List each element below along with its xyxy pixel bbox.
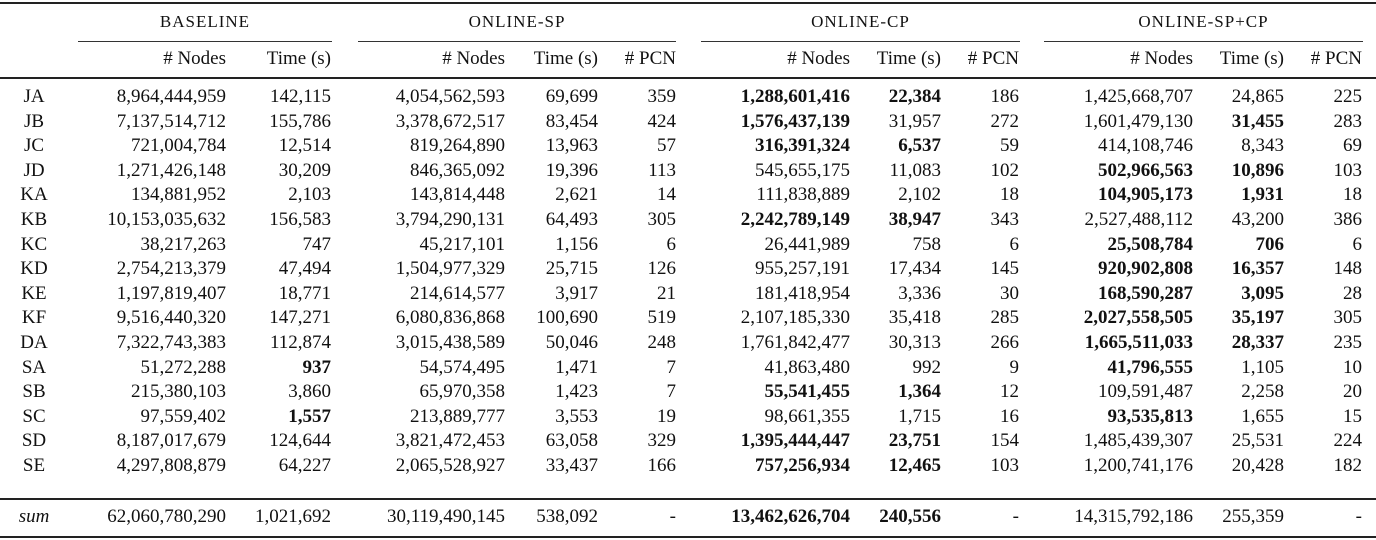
table-cell: 1,200,741,176 <box>1083 455 1193 476</box>
table-cell: 35,418 <box>888 307 941 329</box>
table-cell: 30,209 <box>278 159 331 181</box>
table-cell: 545,655,175 <box>755 159 850 181</box>
column-header: Time (s) <box>1219 48 1284 69</box>
table-cell: 24,865 <box>1231 86 1284 107</box>
table-cell: 35,197 <box>1231 307 1284 329</box>
sum-label: sum <box>18 506 50 527</box>
table-cell: 2,527,488,112 <box>1084 209 1193 230</box>
table-cell: 83,454 <box>545 110 598 132</box>
table-cell: 19 <box>657 405 676 427</box>
table-cell: 502,966,563 <box>1098 159 1193 181</box>
table-cell: 20,428 <box>1231 455 1284 476</box>
table-cell: 255,359 <box>1222 506 1284 527</box>
table-cell: 283 <box>1333 110 1362 132</box>
table-cell: 538,092 <box>536 506 598 527</box>
column-header: # Nodes <box>1130 48 1193 69</box>
row-label: JA <box>23 86 45 107</box>
table-cell: 1,105 <box>1241 356 1284 378</box>
row-label: SA <box>21 356 47 378</box>
table-cell: 143,814,448 <box>410 184 505 206</box>
table-cell: 25,508,784 <box>1107 233 1193 255</box>
table-cell: 225 <box>1333 86 1362 107</box>
table-cell: 28,337 <box>1231 332 1284 353</box>
table-cell: 23,751 <box>888 430 941 452</box>
table-cell: 38,217,263 <box>140 233 226 255</box>
table-cell: 224 <box>1333 430 1362 452</box>
table-cell: 17,434 <box>888 258 941 280</box>
table-cell: 104,905,173 <box>1098 184 1193 206</box>
table-cell: 102 <box>990 159 1019 181</box>
row-label: JD <box>23 159 45 181</box>
table-cell: 109,591,487 <box>1098 381 1193 403</box>
table-cell: 148 <box>1333 258 1362 280</box>
table-cell: 12 <box>1000 381 1019 403</box>
table-cell: 1,471 <box>555 356 598 378</box>
table-cell: 6,080,836,868 <box>395 307 505 329</box>
table-cell: 2,242,789,149 <box>740 209 850 230</box>
table-cell: 126 <box>647 258 676 280</box>
table-cell: 1,271,426,148 <box>116 159 226 181</box>
table-cell: 18,771 <box>278 282 331 304</box>
row-label: SE <box>22 455 46 476</box>
table-cell: 8,187,017,679 <box>116 430 226 452</box>
table-cell: 30,313 <box>888 332 941 353</box>
table-cell: 38,947 <box>888 209 941 230</box>
table-cell: 1,655 <box>1241 405 1284 427</box>
table-cell: 19,396 <box>545 159 598 181</box>
table-cell: 26,441,989 <box>764 233 850 255</box>
table-cell: 64,493 <box>545 209 598 230</box>
table-cell: 9,516,440,320 <box>116 307 226 329</box>
table-cell: 47,494 <box>278 258 331 280</box>
column-header: # Nodes <box>442 48 505 69</box>
header-rule <box>0 77 1376 79</box>
table-cell: 747 <box>302 233 331 255</box>
row-label: DA <box>20 332 48 353</box>
column-header: Time (s) <box>266 48 331 69</box>
table-cell: 14 <box>657 184 676 206</box>
row-label: KB <box>20 209 48 230</box>
table-cell: 98,661,355 <box>764 405 850 427</box>
row-label: SD <box>21 430 47 452</box>
table-cell: 305 <box>647 209 676 230</box>
table-cell: 1,288,601,416 <box>740 86 850 107</box>
row-label: KD <box>20 258 48 280</box>
table-cell: 168,590,287 <box>1098 282 1193 304</box>
table-cell: 4,297,808,879 <box>116 455 226 476</box>
column-header: # PCN <box>624 48 676 69</box>
table-cell: 920,902,808 <box>1098 258 1193 280</box>
table-cell: 7 <box>666 381 676 403</box>
table-cell: 329 <box>647 430 676 452</box>
table-cell: 7,322,743,383 <box>116 332 226 353</box>
table-cell: 1,557 <box>288 405 331 427</box>
table-cell: 103 <box>1333 159 1362 181</box>
table-cell: 1,715 <box>898 405 941 427</box>
row-label: KA <box>20 184 48 206</box>
table-cell: 12,465 <box>888 455 941 476</box>
table-cell: 6 <box>1009 233 1019 255</box>
table-cell: 65,970,358 <box>419 381 505 403</box>
table-cell: 992 <box>912 356 941 378</box>
table-cell: 41,863,480 <box>764 356 850 378</box>
table-cell: 57 <box>657 135 676 157</box>
table-cell: 6 <box>1352 233 1362 255</box>
column-header: # PCN <box>1310 48 1362 69</box>
table-cell: 69,699 <box>545 86 598 107</box>
group-title-online-spcp: ONLINE-SP+CP <box>1138 12 1269 31</box>
table-cell: 111,838,889 <box>756 184 850 206</box>
table-cell: 240,556 <box>879 506 941 527</box>
column-header: Time (s) <box>533 48 598 69</box>
table-cell: 103 <box>990 455 1019 476</box>
table-cell: 3,015,438,589 <box>395 332 505 353</box>
column-header: Time (s) <box>876 48 941 69</box>
table-cell: 285 <box>990 307 1019 329</box>
table-cell: - <box>669 506 676 527</box>
table-cell: - <box>1355 506 1362 527</box>
top-rule <box>0 2 1376 4</box>
table-cell: 266 <box>990 332 1019 353</box>
table-cell: 214,614,577 <box>410 282 505 304</box>
table-cell: 21 <box>657 282 676 304</box>
table-cell: 63,058 <box>545 430 598 452</box>
table-cell: 1,931 <box>1241 184 1284 206</box>
row-label: KC <box>20 233 48 255</box>
table-cell: 166 <box>647 455 676 476</box>
table-cell: 1,395,444,447 <box>740 430 850 452</box>
table-cell: 1,576,437,139 <box>740 110 850 132</box>
table-cell: 1,021,692 <box>255 506 331 527</box>
table-cell: 386 <box>1333 209 1362 230</box>
table-cell: 154 <box>990 430 1019 452</box>
table-cell: 2,621 <box>555 184 598 206</box>
table-cell: - <box>1012 506 1019 527</box>
table-cell: 41,796,555 <box>1107 356 1193 378</box>
table-cell: 9 <box>1009 356 1019 378</box>
table-cell: 145 <box>990 258 1019 280</box>
row-label: SC <box>22 405 46 427</box>
table-cell: 2,102 <box>898 184 941 206</box>
table-cell: 343 <box>990 209 1019 230</box>
table-cell: 6,537 <box>898 135 941 157</box>
table-cell: 2,103 <box>288 184 331 206</box>
table-cell: 28 <box>1343 282 1362 304</box>
table-cell: 846,365,092 <box>410 159 505 181</box>
table-cell: 3,917 <box>555 282 598 304</box>
table-cell: 2,065,528,927 <box>395 455 505 476</box>
table-cell: 414,108,746 <box>1098 135 1193 157</box>
column-header: # Nodes <box>787 48 850 69</box>
table-cell: 1,364 <box>898 381 941 403</box>
table-cell: 3,378,672,517 <box>395 110 505 132</box>
table-cell: 182 <box>1333 455 1362 476</box>
bottom-rule <box>0 536 1376 538</box>
table-cell: 20 <box>1343 381 1362 403</box>
table-cell: 31,957 <box>888 110 941 132</box>
table-cell: 757,256,934 <box>755 455 850 476</box>
table-cell: 13,462,626,704 <box>731 506 850 527</box>
table-cell: 1,601,479,130 <box>1083 110 1193 132</box>
table-cell: 97,559,402 <box>140 405 226 427</box>
table-cell: 7,137,514,712 <box>116 110 226 132</box>
table-cell: 1,665,511,033 <box>1084 332 1193 353</box>
table-cell: 113 <box>648 159 676 181</box>
table-cell: 93,535,813 <box>1107 405 1193 427</box>
table-cell: 316,391,324 <box>755 135 850 157</box>
sum-rule <box>0 498 1376 500</box>
table-cell: 3,860 <box>288 381 331 403</box>
table-cell: 8,343 <box>1241 135 1284 157</box>
table-cell: 55,541,455 <box>764 381 850 403</box>
table-cell: 248 <box>647 332 676 353</box>
group-title-baseline: BASELINE <box>159 12 251 31</box>
table-cell: 2,258 <box>1241 381 1284 403</box>
table-cell: 13,963 <box>545 135 598 157</box>
table-cell: 213,889,777 <box>410 405 505 427</box>
table-cell: 30 <box>1000 282 1019 304</box>
table-cell: 272 <box>990 110 1019 132</box>
table-cell: 1,156 <box>555 233 598 255</box>
table-cell: 3,553 <box>555 405 598 427</box>
cmidrule-online-sp <box>358 41 676 42</box>
table-cell: 134,881,952 <box>131 184 226 206</box>
table-cell: 3,794,290,131 <box>395 209 505 230</box>
table-cell: 2,027,558,505 <box>1083 307 1193 329</box>
table-cell: 62,060,780,290 <box>107 506 226 527</box>
table-cell: 2,754,213,379 <box>116 258 226 280</box>
table-cell: 1,761,842,477 <box>740 332 850 353</box>
table-cell: 155,786 <box>269 110 331 132</box>
table-cell: 147,271 <box>269 307 331 329</box>
cmidrule-baseline <box>78 41 332 42</box>
table-cell: 12,514 <box>278 135 331 157</box>
table-cell: 359 <box>647 86 676 107</box>
table-cell: 59 <box>1000 135 1019 157</box>
table-cell: 43,200 <box>1231 209 1284 230</box>
column-header: # PCN <box>967 48 1019 69</box>
table-cell: 3,821,472,453 <box>395 430 505 452</box>
table-cell: 45,217,101 <box>419 233 505 255</box>
table-cell: 3,336 <box>898 282 941 304</box>
group-title-online-cp: ONLINE-CP <box>811 12 910 31</box>
table-cell: 22,384 <box>888 86 941 107</box>
table-cell: 1,197,819,407 <box>116 282 226 304</box>
table-cell: 11,083 <box>889 159 941 181</box>
table-cell: 10,153,035,632 <box>107 209 226 230</box>
table-cell: 3,095 <box>1241 282 1284 304</box>
table-cell: 186 <box>990 86 1019 107</box>
table-cell: 758 <box>912 233 941 255</box>
table-cell: 305 <box>1333 307 1362 329</box>
table-cell: 8,964,444,959 <box>116 86 226 107</box>
table-cell: 100,690 <box>536 307 598 329</box>
table-cell: 819,264,890 <box>410 135 505 157</box>
table-cell: 181,418,954 <box>755 282 850 304</box>
table-cell: 519 <box>647 307 676 329</box>
group-title-online-sp: ONLINE-SP <box>468 12 566 31</box>
table-cell: 424 <box>647 110 676 132</box>
table-cell: 64,227 <box>278 455 331 476</box>
table-cell: 18 <box>1343 184 1362 206</box>
table-cell: 25,715 <box>545 258 598 280</box>
table-cell: 6 <box>666 233 676 255</box>
table-cell: 18 <box>1000 184 1019 206</box>
table-cell: 30,119,490,145 <box>386 506 505 527</box>
table-cell: 124,644 <box>269 430 331 452</box>
table-cell: 156,583 <box>269 209 331 230</box>
table-cell: 69 <box>1343 135 1362 157</box>
table-cell: 1,504,977,329 <box>395 258 505 280</box>
table-cell: 721,004,784 <box>131 135 226 157</box>
row-label: KE <box>21 282 47 304</box>
table-cell: 16,357 <box>1231 258 1284 280</box>
table-cell: 14,315,792,186 <box>1074 506 1193 527</box>
table-cell: 33,437 <box>545 455 598 476</box>
table-cell: 10,896 <box>1231 159 1284 181</box>
table-cell: 10 <box>1343 356 1362 378</box>
table-cell: 215,380,103 <box>131 381 226 403</box>
table-cell: 937 <box>302 356 331 378</box>
table-cell: 955,257,191 <box>755 258 850 280</box>
table-cell: 706 <box>1255 233 1284 255</box>
table-cell: 4,054,562,593 <box>395 86 505 107</box>
table-cell: 16 <box>1000 405 1019 427</box>
table-cell: 235 <box>1333 332 1362 353</box>
row-label: SB <box>22 381 46 403</box>
table-cell: 1,485,439,307 <box>1083 430 1193 452</box>
table-cell: 2,107,185,330 <box>740 307 850 329</box>
row-label: KF <box>21 307 47 329</box>
cmidrule-online-spcp <box>1044 41 1363 42</box>
row-label: JC <box>23 135 45 157</box>
table-cell: 25,531 <box>1231 430 1284 452</box>
table-cell: 7 <box>666 356 676 378</box>
table-cell: 50,046 <box>545 332 598 353</box>
table-cell: 31,455 <box>1231 110 1284 132</box>
table-cell: 54,574,495 <box>419 356 505 378</box>
table-cell: 1,425,668,707 <box>1083 86 1193 107</box>
table-cell: 112,874 <box>269 332 331 353</box>
table-cell: 15 <box>1343 405 1362 427</box>
column-header: # Nodes <box>163 48 226 69</box>
table-cell: 142,115 <box>269 86 331 107</box>
cmidrule-online-cp <box>701 41 1020 42</box>
table-cell: 1,423 <box>555 381 598 403</box>
table-cell: 51,272,288 <box>140 356 226 378</box>
row-label: JB <box>23 110 45 132</box>
